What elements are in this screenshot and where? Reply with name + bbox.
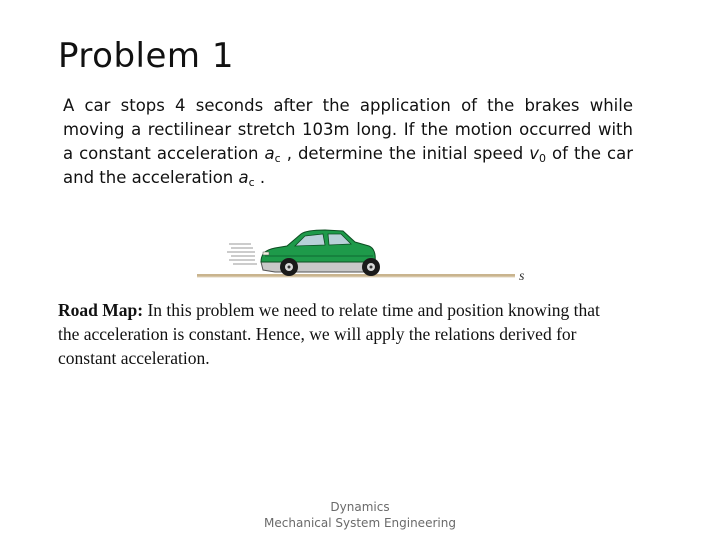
slide-title: Problem 1 <box>58 36 234 76</box>
acceleration-symbol-2: $a_c$ <box>238 168 255 189</box>
problem-statement <box>63 94 633 190</box>
acceleration-subscript: c <box>274 152 281 165</box>
position-axis-label: s <box>519 269 525 284</box>
road-map-text: In this problem we need to relate time and position knowing that the acceleration is constant. Hence, we will apply the relations derived for constant acceleration. <box>58 300 600 368</box>
road-map <box>58 298 618 370</box>
car-lower-body <box>261 262 375 272</box>
acceleration-symbol: $a_c$ <box>264 144 281 165</box>
road-map-label: Road Map: <box>58 300 144 320</box>
car-figure <box>195 226 540 288</box>
ground <box>197 274 515 277</box>
car-wheel-front <box>280 258 298 276</box>
initial-speed-subscript: 0 <box>539 152 547 165</box>
problem-text-2: , determine the initial speed <box>280 144 530 163</box>
footer-department: Mechanical System Engineering <box>264 516 456 530</box>
acceleration-subscript-2: c <box>248 176 255 189</box>
car <box>261 230 380 276</box>
speed-lines <box>227 244 257 264</box>
problem-text-3: of the car and the acceleration <box>63 144 633 187</box>
footer <box>0 499 720 531</box>
problem-text-1: A car stops 4 seconds after the application of the brakes while moving a rectilinear stretch 103m long. If the motion occurred with a constant acceleration <box>63 96 633 163</box>
problem-text-4: . <box>254 168 266 187</box>
car-wheel-rear <box>362 258 380 276</box>
initial-speed-symbol: $v_0$ <box>529 144 547 165</box>
footer-course: Dynamics <box>330 500 390 514</box>
